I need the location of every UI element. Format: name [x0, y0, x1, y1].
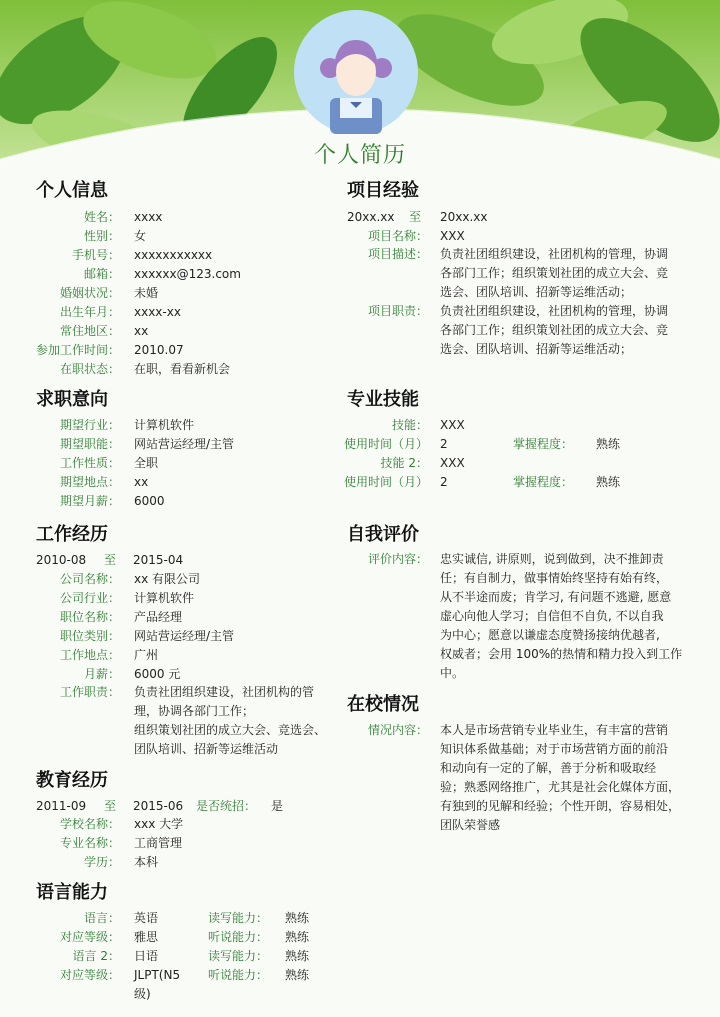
field-label: 学历： [83, 855, 120, 869]
field-value: XXX [440, 456, 465, 470]
section-heading-project: 项目经验 [347, 180, 419, 201]
field-label: 公司名称： [59, 572, 120, 586]
field-label: 语言 2： [72, 949, 120, 963]
field-value: 广州 [134, 648, 159, 662]
field-value: 2 [440, 437, 448, 451]
field-value: 在职，看看新机会 [134, 362, 231, 376]
field-label: 学校名称： [59, 817, 120, 831]
self-eval-line: 任；有自制力，做事情始终坚持有始有终， [440, 571, 669, 585]
field-label: 常住地区： [59, 324, 120, 338]
self-eval-line: 权威者；会用 100%的热情和精力投入到工作 [440, 647, 683, 661]
work-end-date: 2015-04 [133, 553, 184, 567]
campus-label: 情况内容： [367, 723, 428, 737]
field-label: 职位类别： [59, 629, 120, 643]
work-duty-line: 组织策划社团的成立大会、竞选会、 [134, 723, 327, 737]
field-label: 参加工作时间： [35, 343, 120, 357]
field-label-2: 听说能力： [208, 930, 269, 944]
project-name-label: 项目名称： [367, 229, 428, 243]
field-value: xx 有限公司 [134, 572, 201, 586]
self-eval-line: 中。 [440, 666, 465, 680]
campus-line: 有独到的见解和经验；个性开朗，容易相处， [440, 799, 681, 813]
project-duty-line: 各部门工作；组织策划社团的成立大会、竞 [440, 323, 669, 337]
self-eval-label: 评价内容： [367, 552, 428, 566]
section-heading-personal: 个人信息 [36, 180, 108, 201]
field-label: 使用时间（月） [343, 475, 428, 489]
field-value: JLPT(N5 [134, 968, 181, 982]
project-desc-line: 选会、团队培训、招新等运维活动； [440, 285, 633, 299]
field-value: 本科 [134, 855, 159, 869]
section-heading-intent: 求职意向 [36, 389, 108, 410]
project-duty-label: 项目职责： [367, 304, 428, 318]
field-label: 对应等级： [59, 968, 120, 982]
field-value: 网站营运经理/主管 [134, 629, 235, 643]
field-value: xx [134, 324, 149, 338]
field-value-2: 熟练 [285, 911, 310, 925]
field-value: 2 [440, 475, 448, 489]
field-label: 姓名： [83, 210, 120, 224]
self-eval-line: 为中心；愿意以谦虚态度赞扬接纳优越者, [440, 628, 660, 642]
field-label: 技能： [391, 418, 428, 432]
field-label-2: 读写能力： [208, 911, 269, 925]
field-value: 日语 [134, 949, 159, 963]
field-label-2: 掌握程度： [513, 475, 574, 489]
field-value-2: 熟练 [285, 930, 310, 944]
self-eval-line: 从不半途而废；肯学习, 有问题不逃避, 愿意 [440, 590, 672, 604]
work-duty-label: 工作职责： [59, 685, 120, 699]
work-duty-line: 团队培训、招新等运维活动 [134, 742, 279, 756]
field-label: 工作性质： [59, 456, 120, 470]
field-label-2: 听说能力： [208, 968, 269, 982]
field-value: xxxx-xx [134, 305, 181, 319]
field-value: 英语 [134, 911, 159, 925]
page-title: 个人简历 [313, 143, 406, 168]
field-value: xxxxxx@123.com [134, 267, 241, 281]
campus-line: 本人是市场营销专业毕业生，有丰富的营销 [440, 723, 669, 737]
work-to-label: 至 [104, 553, 117, 567]
field-value: xxxxxxxxxxx [134, 248, 213, 262]
field-value: 计算机软件 [134, 591, 195, 605]
field-label: 专业名称： [59, 836, 120, 850]
field-value: 2010.07 [134, 343, 184, 357]
field-value: xxx 大学 [134, 817, 184, 831]
field-value-2: 熟练 [596, 437, 621, 451]
field-value-2: 熟练 [285, 949, 310, 963]
field-value: 未婚 [134, 286, 159, 300]
campus-line: 验；熟悉网络推广，尤其是社会化媒体方面， [440, 780, 681, 794]
field-label: 月薪： [83, 667, 120, 681]
work-start-date: 2010-08 [36, 553, 87, 567]
section-heading-work: 工作经历 [36, 524, 108, 545]
field-label: 在职状态： [59, 362, 120, 376]
field-value: 产品经理 [134, 610, 183, 624]
section-heading-skills: 专业技能 [347, 389, 419, 410]
field-label: 邮箱： [83, 267, 120, 281]
campus-line: 团队荣誉感 [440, 818, 501, 832]
field-label: 语言： [83, 911, 120, 925]
section-heading-self-evaluation: 自我评价 [347, 524, 419, 545]
field-label: 期望职能： [59, 437, 120, 451]
project-end-date: 20xx.xx [440, 210, 488, 224]
edu-unified-value: 是 [271, 799, 284, 813]
campus-line: 知识体系做基础；对于市场营销方面的前沿 [440, 742, 669, 756]
field-label: 期望月薪： [59, 494, 120, 508]
work-duty-line: 理，协调各部门工作； [134, 704, 255, 718]
project-desc-label: 项目描述： [367, 247, 428, 261]
field-label: 性别： [83, 229, 120, 243]
field-label: 公司行业： [59, 591, 120, 605]
field-value-2: 熟练 [285, 968, 310, 982]
section-heading-campus: 在校情况 [347, 694, 419, 715]
project-start-date: 20xx.xx [347, 210, 395, 224]
work-duty-line: 负责社团组织建设，社团机构的管 [134, 685, 315, 699]
field-value: xxxx [134, 210, 163, 224]
field-value: 计算机软件 [134, 418, 195, 432]
field-value: 6000 [134, 494, 165, 508]
field-label: 使用时间（月） [343, 437, 428, 451]
language-level-wrap-text: 级) [134, 987, 151, 1001]
project-to-label: 至 [409, 210, 422, 224]
field-label: 期望行业： [59, 418, 120, 432]
field-value: XXX [440, 418, 465, 432]
field-value: xx [134, 475, 149, 489]
field-value: 全职 [134, 456, 159, 470]
field-value: 女 [134, 229, 147, 243]
self-eval-line: 虚心向他人学习；自信但不自负, 不以自我 [440, 609, 664, 623]
field-value: 工商管理 [134, 836, 183, 850]
section-heading-language: 语言能力 [36, 882, 108, 903]
field-label: 期望地点： [59, 475, 120, 489]
project-name-value: XXX [440, 229, 465, 243]
project-desc-line: 负责社团组织建设，社团机构的管理，协调 [440, 247, 669, 261]
field-value: 雅思 [134, 930, 159, 944]
edu-start-date: 2011-09 [36, 799, 87, 813]
avatar [294, 10, 418, 134]
field-label: 技能 2： [380, 456, 428, 470]
field-label: 出生年月： [59, 305, 120, 319]
project-desc-line: 各部门工作；组织策划社团的成立大会、竞 [440, 266, 669, 280]
field-value: 6000 元 [134, 667, 181, 681]
field-label: 工作地点： [59, 648, 120, 662]
field-label: 职位名称： [59, 610, 120, 624]
field-value: 网站营运经理/主管 [134, 437, 235, 451]
field-label-2: 读写能力： [208, 949, 269, 963]
project-duty-line: 负责社团组织建设，社团机构的管理，协调 [440, 304, 669, 318]
project-duty-line: 选会、团队培训、招新等运维活动； [440, 342, 633, 356]
field-label: 手机号： [71, 248, 120, 262]
edu-end-date: 2015-06 [133, 799, 184, 813]
field-label: 对应等级： [59, 930, 120, 944]
edu-to-label: 至 [104, 799, 117, 813]
section-heading-education: 教育经历 [36, 770, 108, 791]
field-value-2: 熟练 [596, 475, 621, 489]
edu-unified-label: 是否统招： [196, 799, 257, 813]
field-label: 婚姻状况： [59, 286, 120, 300]
campus-line: 和动向有一定的了解，善于分析和吸取经 [440, 761, 657, 775]
self-eval-line: 忠实诚信, 讲原则，说到做到，决不推卸责 [440, 552, 664, 566]
field-label-2: 掌握程度： [513, 437, 574, 451]
